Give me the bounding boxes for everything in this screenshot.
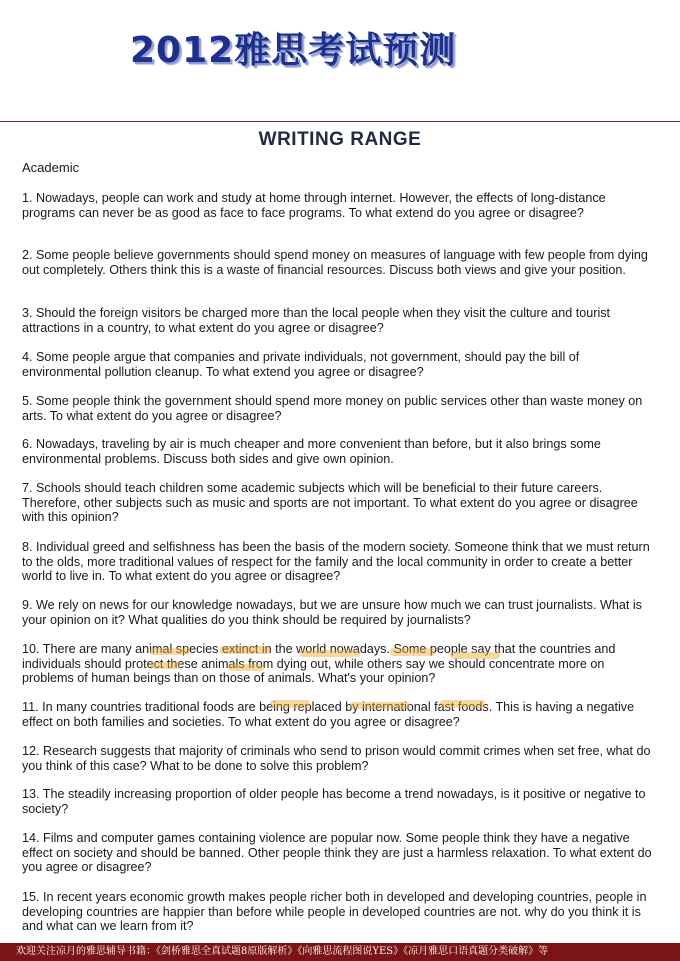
section-label: Academic (22, 160, 80, 175)
question-item: 5. Some people think the government should spend more money on public services other than waste money on arts. To what extent do you agree or disagree? (22, 394, 643, 423)
question-item: 10. There are many animal species extinct in the world nowadays. Some people say that the countries and individuals should protect these animals from dying out, while others say we should concentrate more on problems of human beings than on those of animals. What's your opinion? (22, 642, 616, 686)
question-item: 13. The steadily increasing proportion of older people has become a trend nowadays, is it positive or negative to society? (22, 787, 646, 816)
question-item: 12. Research suggests that majority of criminals who send to prison would commit crimes when set free, what do you think of this case? What to be done to solve this problem? (22, 744, 651, 773)
footer-promo: 欢迎关注凉月的雅思辅导书籍：《剑桥雅思全真试题8原版解析》《向雅思流程图说YES》《凉月雅思口语真题分类破解》等 (0, 943, 680, 961)
header-divider (0, 121, 680, 122)
question-item: 9. We rely on news for our knowledge nowadays, but we are unsure how much we can trust journalists. What is your opinion on it? What qualities do you think should be required by journalists? (22, 598, 642, 627)
question-item: 1. Nowadays, people can work and study at home through internet. However, the effects of long-distance programs can never be as good as face to face programs. To what extend do you agree or disagree? (22, 191, 606, 220)
question-item: 6. Nowadays, traveling by air is much cheaper and more convenient than before, but it also brings some environmental problems. Discuss both sides and give own opinion. (22, 437, 601, 466)
banner-title: 2012雅思考试预测 (130, 30, 457, 71)
question-item: 8. Individual greed and selfishness has been the basis of the modern society. Someone think that we must return to the olds, more traditional values of respect for the family and the local community in order to create a better world to live in. To what extent do you agree or disagree? (22, 540, 650, 584)
question-item: 2. Some people believe governments should spend money on measures of language with few people from dying out completely. Others think this is a waste of financial resources. Discuss both views and give your position. (22, 248, 648, 277)
question-item: 3. Should the foreign visitors be charged more than the local people when they visit the culture and tourist attractions in a country, to what extent do you agree or disagree? (22, 306, 611, 335)
question-item: 15. In recent years economic growth makes people richer both in developed and developing countries, people in developing countries are happier than before while people in developed countries are not. why do you think it is and what can we learn from it? (22, 890, 647, 934)
question-item: 11. In many countries traditional foods are being replaced by international fast foods. This is having a negative effect on both families and societies. To what extent do you agree or disagree? (22, 700, 635, 729)
question-item: 7. Schools should teach children some academic subjects which will be beneficial to their future careers. Therefore, other subjects such as music and sports are not important. To what extent do you agree or disagree with this opinion? (22, 481, 638, 525)
page-title: WRITING RANGE (258, 129, 422, 150)
question-item: 14. Films and computer games containing violence are popular now. Some people think they have a negative effect on society and should be banned. Other people think they are just a harmless relaxation. To what extent do you agree or disagree? (22, 831, 652, 875)
question-item: 4. Some people argue that companies and private individuals, not government, should pay the bill of environmental pollution cleanup. To what extend you agree or disagree? (22, 350, 580, 379)
